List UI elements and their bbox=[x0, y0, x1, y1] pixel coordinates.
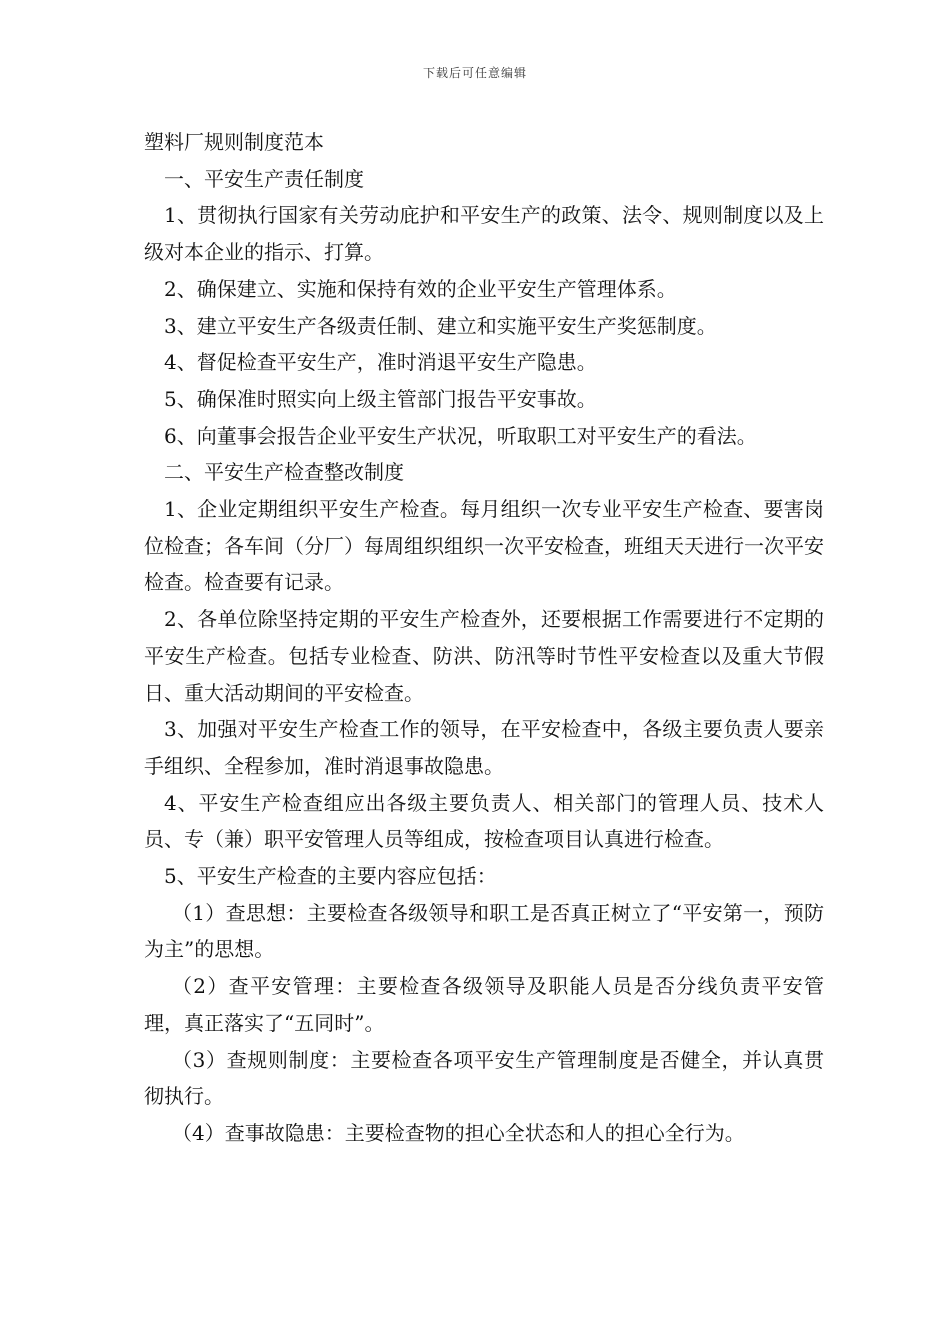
document-title: 塑料厂规则制度范本 bbox=[144, 130, 324, 154]
paragraph: 1、企业定期组织平安生产检查。每月组织一次专业平安生产检查、要害岗位检查；各车间（分厂）每周组织组织一次平安检查，班组天天进行一次平安检查。检查要有记录。 bbox=[144, 497, 824, 595]
paragraph: 5、平安生产检查的主要内容应包括： bbox=[164, 864, 497, 889]
document-body bbox=[144, 124, 824, 1152]
paragraph: 3、加强对平安生产检查工作的领导，在平安检查中，各级主要负责人要亲手组织、全程参加，准时消退事故隐患。 bbox=[144, 717, 824, 778]
paragraph: 1、贯彻执行国家有关劳动庇护和平安生产的政策、法令、规则制度以及上级对本企业的指示、打算。 bbox=[144, 203, 824, 265]
paragraph: 4、平安生产检查组应出各级主要负责人、相关部门的管理人员、技术人员、专（兼）职平安管理人员等组成，按检查项目认真进行检查。 bbox=[144, 790, 824, 852]
paragraph: 2、各单位除坚持定期的平安生产检查外，还要根据工作需要进行不定期的平安生产检查。包括专业检查、防洪、防汛等时节性平安检查以及重大节假日、重大活动期间的平安检查。 bbox=[144, 607, 824, 705]
paragraph: （2）查平安管理：主要检查各级领导及职能人员是否分线负责平安管理，真正落实了“五同时”。 bbox=[144, 974, 824, 1035]
paragraph: 5、确保准时照实向上级主管部门报告平安事故。 bbox=[164, 386, 597, 411]
paragraph: 一、平安生产责任制度 bbox=[164, 166, 364, 191]
paragraph: （3）查规则制度：主要检查各项平安生产管理制度是否健全，并认真贯彻执行。 bbox=[144, 1047, 824, 1109]
paragraph: （1）查思想：主要检查各级领导和职工是否真正树立了“平安第一，预防为主”的思想。 bbox=[144, 900, 824, 962]
page-header: 下载后可任意编辑 bbox=[422, 66, 527, 80]
paragraph: 3、建立平安生产各级责任制、建立和实施平安生产奖惩制度。 bbox=[164, 313, 717, 338]
paragraph: 6、向董事会报告企业平安生产状况，听取职工对平安生产的看法。 bbox=[164, 423, 757, 448]
paragraph: 二、平安生产检查整改制度 bbox=[164, 460, 404, 485]
paragraph: 4、督促检查平安生产，准时消退平安生产隐患。 bbox=[164, 350, 597, 375]
paragraph: （4）查事故隐患：主要检查物的担心全状态和人的担心全行为。 bbox=[172, 1120, 745, 1145]
paragraph: 2、确保建立、实施和保持有效的企业平安生产管理体系。 bbox=[164, 276, 677, 301]
